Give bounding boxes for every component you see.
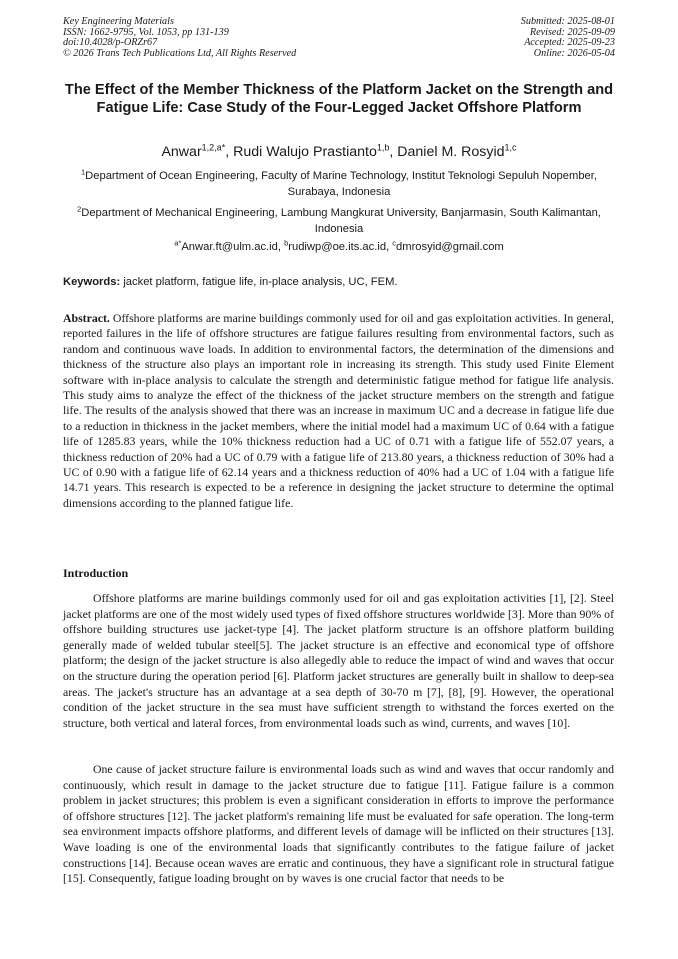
paragraph-text: One cause of jacket structure failure is environmental loads such as wind and waves that occur randomly and continuously, which result in damage to the jacket structure due to fatigue [11]. Fatigue failure is a common problem in jacket structures; this problem is even a significant consideration in efforts to improve the performance of offshore structures [12]. The jacket platform's remaining life must be evaluated for safe operation. The long-term sea environment impacts offshore platforms, and different levels of damage will be inflicted on their structures [13]. Wave loading is one of the environmental loads that significantly contributes to the fatigue failure of jacket constructions [14]. Because ocean waves are erratic and continuous, they have a significant role in structural fatigue [15]. Consequently, fatigue loading brought on by waves is one crucial factor that needs to be [63,762,614,886]
author-emails: $^{a*}$Anwar.ft@ulm.ac.id, $^b$rudiwp@oe.its.ac.id, $^c$dmrosyid@gmail.com [174,238,504,253]
issn-line: ISSN: 1662-9795, Vol. 1053, pp 131-139 [63,26,229,38]
body-paragraph [63,591,614,731]
author-affiliation-mark: 1,2,a* [201,142,226,153]
email-address[interactable]: Anwar.ft@ulm.ac.id [181,241,278,253]
doi-line: doi:10.4028/p-ORZr67 [63,37,158,49]
online-date: Online: 2026-05-04 [533,47,615,59]
email-mark: a* [174,238,182,248]
author-name: Daniel M. Rosyid [397,144,505,160]
journal-info [63,17,296,59]
affiliation-mark: 1 [81,167,86,177]
submitted-date: Submitted: 2025-08-01 [520,16,615,27]
publication-dates [521,17,615,59]
email-address[interactable]: dmrosyid@gmail.com [396,241,504,253]
body-paragraph [63,762,614,887]
keywords-label: Keywords: [63,276,121,288]
paragraph-text: Offshore platforms are marine buildings commonly used for oil and gas exploitation activities [1], [2]. Steel jacket platforms are one of the most widely used types of fixed offshore structures worldwide [3]. More than 90% of offshore building structures use jacket-type [4]. The jacket platform structure is an offshore platform building generally made of welded tubular steel[5]. The jacket structure is an effective and economical type of offshore platform; the design of the jacket structure is also allegedly able to reduce the impact of wind and waves that occur on the structure during the operation period [6]. Platform jacket structures are generally built in shallow to deep-sea areas. The jacket's structure has an advantage at a sea depth of 30-70 m [7], [8], [9]. However, the operational condition of the jacket structure in the sea must have sufficient strength to withstand the forces exerted on the structure, both vertical and lateral forces, from environmental loads such as wind, currents, and waves [10]. [63,591,614,730]
email-mark: b [284,238,289,248]
author-affiliation-mark: 1,b [376,142,390,153]
journal-name: Key Engineering Materials [63,16,174,27]
affiliation [70,168,608,200]
accepted-date: Accepted: 2025-09-23 [524,37,615,49]
email-mark: c [392,238,397,248]
author-name: Anwar [161,144,202,160]
author-list: Anwar$^{1,2,a*}$, Rudi Walujo Prastianto$^{1,b}$, Daniel M. Rosyid$^{1,c}$ [161,142,517,160]
affiliation-mark: 2 [77,204,82,214]
abstract [63,311,614,511]
author-affiliation-mark: 1,c [504,142,517,153]
paper-title: The Effect of the Member Thickness of the Platform Jacket on the Strength and Fatigue Life: Case Study of the Four-Legged Jacket Offshore Platform [64,82,614,116]
keywords [63,275,615,290]
affiliation-text: Department of Ocean Engineering, Faculty of Marine Technology, Institut Teknologi Sepuluh Nopember, Surabaya, Indonesia [85,170,597,198]
email-address[interactable]: rudiwp@oe.its.ac.id [288,241,387,253]
affiliation [70,205,608,237]
abstract-label: Abstract. [63,311,110,325]
section-heading-introduction: Introduction [63,566,129,580]
revised-date: Revised: 2025-09-09 [529,26,615,38]
affiliation-text: Department of Mechanical Engineering, Lambung Mangkurat University, Banjarmasin, South Kalimantan, Indonesia [81,207,601,235]
copyright-line: © 2026 Trans Tech Publications Ltd, All Rights Reserved [63,47,297,59]
abstract-text: Offshore platforms are marine buildings commonly used for oil and gas exploitation activities. In general, reported failures in the life of offshore structures are fatigue failures resulting from environmental factors, such as random and continuous wave loads. In addition to environmental factors, the determination of the dimensions and thickness of the structure also plays an important role in increasing its strength. This study used Finite Element software with in-place analysis to calculate the strength and deterministic fatigue method for fatigue life analysis. This study aims to analyze the effect of the thickness of the jacket structure members on the strength and fatigue life. The results of the analysis showed that there was an increase in maximum UC and a decrease in fatigue life due to a reduction in thickness in the jacket members, where the initial model had a maximum UC of 0.64 with a fatigue life of 1285.83 years, while the 10% thickness reduction had a UC of 0.71 with a fatigue life of 552.07 years, a thickness reduction of 20% had a UC of 0.79 with a fatigue life of 213.80 years, a thickness reduction of 30% had a UC of 0.90 with a fatigue life of 62.14 years and a thickness reduction of 40% had a UC of 1.04 with a fatigue life 14.71 years. This research is expected to be a reference in designing the jacket structure to determine the optimal dimensions according to the planned fatigue life. [63,311,615,510]
author-name: Rudi Walujo Prastianto [233,144,377,160]
keywords-text: jacket platform, fatigue life, in-place analysis, UC, FEM. [123,276,398,288]
